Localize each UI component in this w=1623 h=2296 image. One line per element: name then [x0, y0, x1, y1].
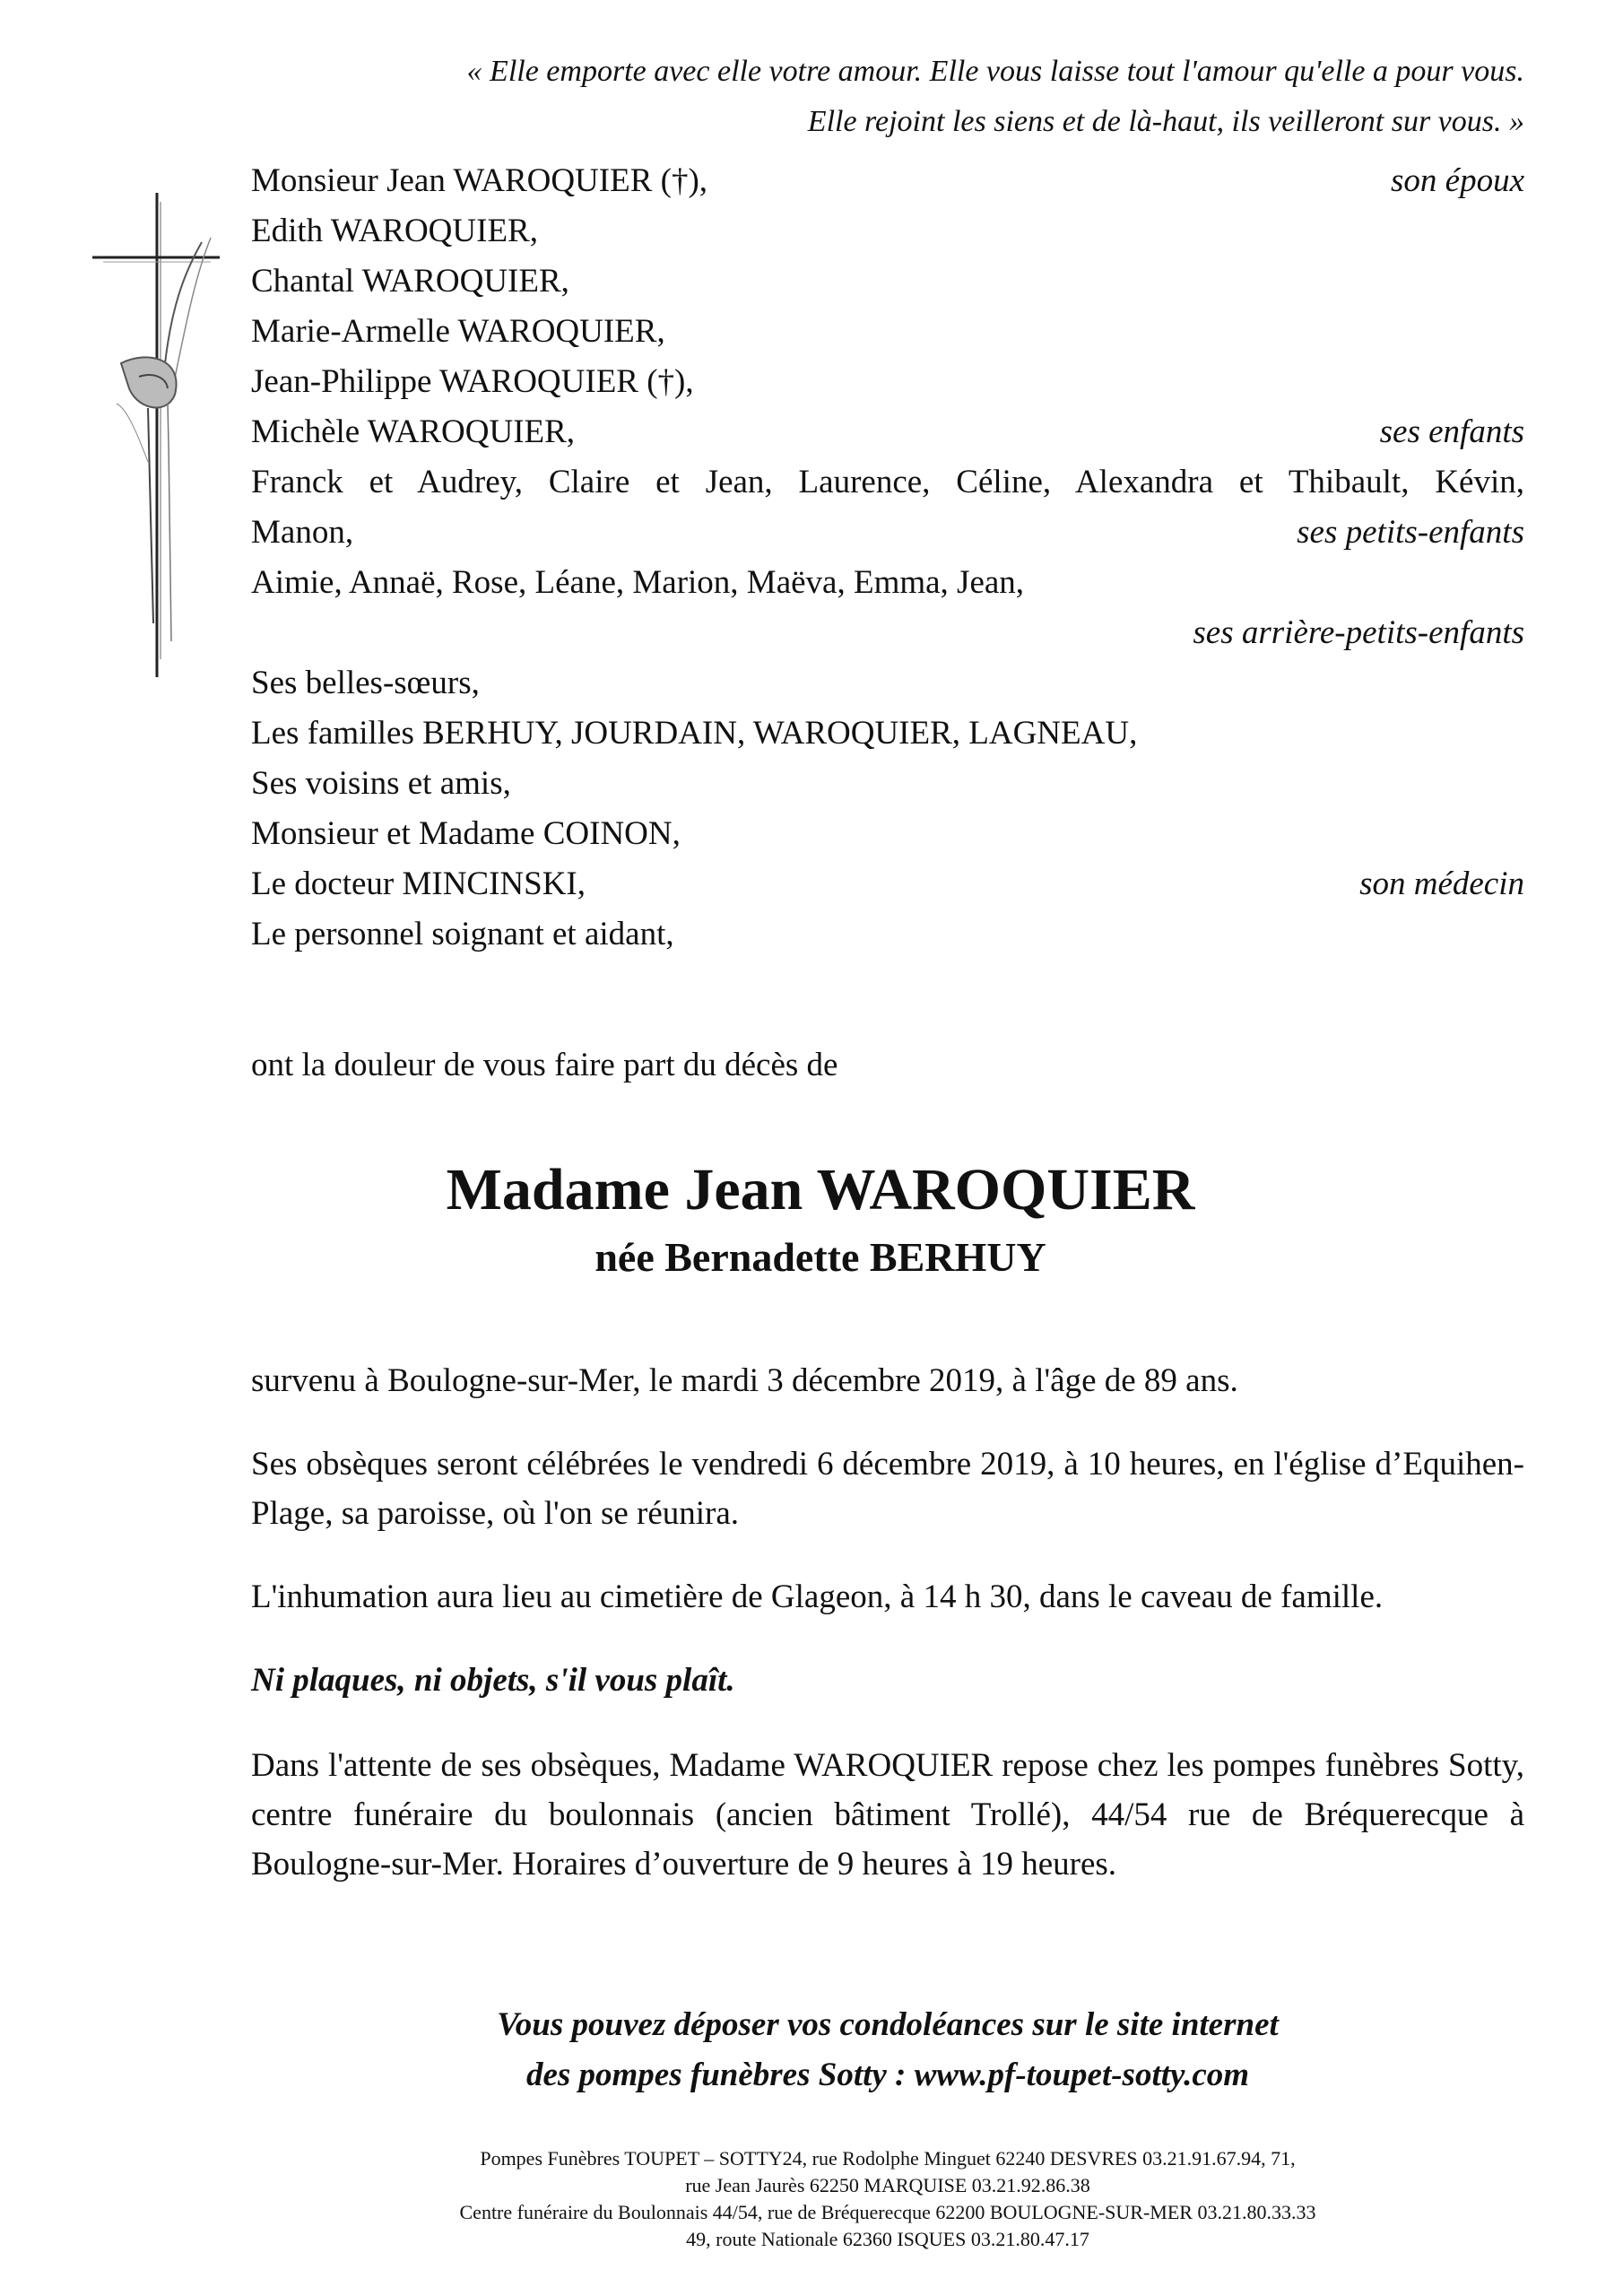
grandchildren-line-1: Franck et Audrey, Claire et Jean, Laurence, Céline, Alexandra et Thibault, Kévin,: [251, 464, 1524, 500]
family-row-doctor: [251, 859, 1524, 909]
condolences-line-2: des pompes funèbres Sotty : www.pf-toupet-sotty.com: [525, 2057, 1250, 2093]
quote-line-1: « Elle emporte avec elle votre amour. Elle vous laisse tout l'amour qu'elle a pour vous.: [466, 55, 1524, 88]
family-row-children: [251, 407, 1524, 457]
doctor-relation: son médecin: [1359, 865, 1524, 902]
great-grandchildren-names: Aimie, Annaë, Rose, Léane, Marion, Maëva, Emma, Jean,: [251, 564, 1025, 601]
notice-body: [251, 1356, 1524, 1923]
footer-line-3: Centre funéraire du Boulonnais 44/54, rue de Bréquerecque 62200 BOULOGNE-SUR-MER 03.21.80.33.33: [459, 2201, 1316, 2223]
child-name: Edith WAROQUIER,: [251, 213, 538, 249]
children-relation: ses enfants: [1379, 413, 1524, 450]
child-name: Marie-Armelle WAROQUIER,: [251, 313, 665, 350]
footer-line-2: rue Jean Jaurès 62250 MARQUISE 03.21.92.86.38: [685, 2174, 1090, 2196]
burial-details: L'inhumation aura lieu au cimetière de Glageon, à 14 h 30, dans le caveau de famille.: [251, 1578, 1384, 1615]
repose-details: Dans l'attente de ses obsèques, Madame WAROQUIER repose chez les pompes funèbres Sotty, centre funéraire du boulonnais (ancien bâtiment Trollé), 44/54 rue de Bréquerecque à Boulogne-sur-Mer. Horaires d’ouverture de 9 heures à 19 heures.: [251, 1747, 1524, 1883]
no-flowers-note: Ni plaques, ni objets, s'il vous plaît.: [251, 1662, 735, 1699]
death-details: survenu à Boulogne-sur-Mer, le mardi 3 décembre 2019, à l'âge de 89 ans.: [251, 1362, 1238, 1399]
child-name: Michèle WAROQUIER,: [251, 413, 576, 450]
child-name: Chantal WAROQUIER,: [251, 263, 569, 300]
footer-line-1: Pompes Funèbres TOUPET – SOTTY24, rue Rodolphe Minguet 62240 DESVRES 03.21.91.67.94, 71,: [480, 2147, 1296, 2170]
staff-line: Le personnel soignant et aidant,: [251, 916, 674, 952]
deceased-heading: [251, 1152, 1524, 1285]
husband-name: Monsieur Jean WAROQUIER (†),: [251, 162, 708, 199]
grandchildren-relation: ses petits-enfants: [1297, 514, 1524, 551]
deceased-maiden-name: née Bernadette BERHUY: [595, 1234, 1046, 1280]
funeral-details: Ses obsèques seront célébrées le vendredi 6 décembre 2019, à 10 heures, en l'église d’Equihen-Plage, sa paroisse, où l'on se réunira.: [251, 1446, 1524, 1532]
other-mourner: Ses voisins et amis,: [251, 765, 511, 802]
announcement-line: ont la douleur de vous faire part du décès de: [251, 1047, 838, 1083]
footer-line-4: 49, route Nationale 62360 ISQUES 03.21.80.47.17: [686, 2228, 1089, 2250]
cross-with-calla-lily-icon: [85, 193, 229, 695]
family-row-great-grandchildren: [251, 608, 1524, 658]
other-mourner: Les familles BERHUY, JOURDAIN, WAROQUIER, LAGNEAU,: [251, 715, 1138, 752]
deceased-name: Madame Jean WAROQUIER: [446, 1157, 1195, 1222]
funeral-home-footer: [251, 2145, 1524, 2253]
condolences-notice: [251, 2000, 1524, 2100]
family-row-husband: [251, 156, 1524, 206]
child-name: Jean-Philippe WAROQUIER (†),: [251, 363, 694, 400]
great-grandchildren-relation: ses arrière-petits-enfants: [1193, 614, 1524, 651]
family-row-grandchildren: [251, 508, 1524, 558]
other-mourner: Ses belles-sœurs,: [251, 665, 480, 701]
quote-line-2: Elle rejoint les siens et de là-haut, ils veilleront sur vous. »: [807, 105, 1524, 138]
husband-relation: son époux: [1391, 162, 1524, 199]
condolences-line-1: Vous pouvez déposer vos condoléances sur le site internet: [497, 2006, 1279, 2043]
grandchildren-line-2: Manon,: [251, 514, 354, 551]
doctor-name: Le docteur MINCINSKI,: [251, 865, 586, 902]
family-list: [251, 156, 1524, 960]
other-mourner: Monsieur et Madame COINON,: [251, 815, 681, 852]
epigraph-quote: [323, 47, 1524, 147]
